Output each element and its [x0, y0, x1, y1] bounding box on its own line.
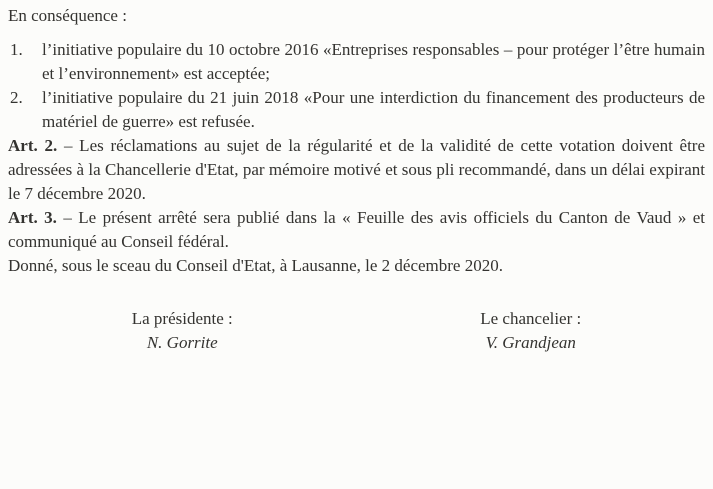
signature-block-chancellor — [357, 307, 706, 355]
list-item-text: l’initiative populaire du 21 juin 2018 «Pour une interdiction du financement des producteurs de matériel de guerre» est refusée. — [42, 88, 705, 131]
closing-line: Donné, sous le sceau du Conseil d'Etat, à Lausanne, le 2 décembre 2020. — [8, 256, 503, 275]
list-item-number: 2. — [10, 88, 23, 107]
article-3-text: – Le présent arrêté sera publié dans la « Feuille des avis officiels du Canton de Vaud » et communiqué au Conseil fédéral. — [8, 208, 706, 251]
list-item — [8, 38, 705, 86]
article-3-paragraph — [8, 206, 705, 254]
decision-list — [8, 38, 705, 134]
list-item — [8, 86, 705, 134]
signature-title: La présidente : — [131, 309, 233, 328]
article-2-label: Art. 2. — [8, 136, 58, 155]
signature-row — [8, 307, 705, 355]
article-2-text: – Les réclamations au sujet de la régularité et de la validité de cette votation doivent être adressées à la Chancellerie d'Etat, par mémoire motivé et sous pli recommandé, dans un délai expirant le 7 décembre 2020. — [8, 136, 706, 203]
signature-name: V. Grandjean — [485, 333, 576, 352]
signature-title: Le chancelier : — [480, 309, 582, 328]
list-item-text: l’initiative populaire du 10 octobre 2016 «Entreprises responsables – pour protéger l’être humain et l’environnement» est acceptée; — [42, 40, 705, 83]
intro-text: En conséquence : — [8, 6, 127, 25]
signature-name: N. Gorrite — [146, 333, 218, 352]
article-2-paragraph — [8, 134, 705, 206]
list-item-number: 1. — [10, 40, 23, 59]
article-3-label: Art. 3. — [8, 208, 57, 227]
signature-block-president — [8, 307, 357, 355]
